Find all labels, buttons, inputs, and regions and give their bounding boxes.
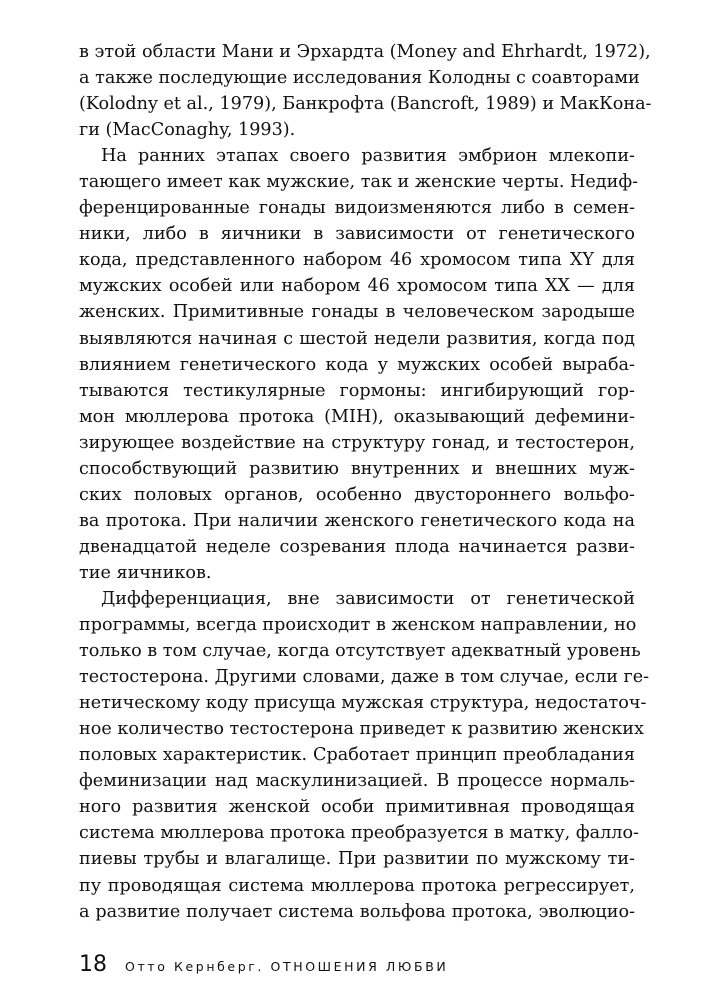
text-line: тающего имеет как мужские, так и женские черты. Недиф- <box>79 172 639 193</box>
text-line: ва протока. При наличии женского генетического кода на <box>79 510 635 531</box>
text-line: ного развития женской особи примитивная проводящая <box>79 797 635 818</box>
page-number: 18 <box>79 952 107 977</box>
running-head: Отто Кернберг. ОТНОШЕНИЯ ЛЮБВИ <box>125 959 449 974</box>
text-line: половых характеристик. Сработает принцип преобладания <box>79 745 635 766</box>
text-line: тываются тестикулярные гормоны: ингибирующий гор- <box>79 380 635 401</box>
text-line: мон мюллерова протока (MIH), оказывающий дефемини- <box>79 406 635 427</box>
text-line: ских половых органов, особенно двустороннего вольфо- <box>79 484 635 505</box>
text-line: система мюллерова протока преобразуется в матку, фалло- <box>79 823 640 844</box>
text-line: двенадцатой неделе созревания плода начинается разви- <box>79 536 635 557</box>
text-line: (Kolodny et al., 1979), Банкрофта (Bancroft, 1989) и МакКона- <box>79 94 652 115</box>
text-line: нетическому коду присуща мужская структура, недостаточ- <box>79 693 647 714</box>
text-line: На ранних этапах своего развития эмбрион млекопи- <box>101 146 635 167</box>
text-line: пу проводящая система мюллерова протока регрессирует, <box>79 875 635 896</box>
paragraph-2 <box>79 143 639 586</box>
text-line: а развитие получает система вольфова протока, эволюцио- <box>79 901 635 922</box>
text-line: женских. Примитивные гонады в человеческом зародыше <box>79 302 635 323</box>
text-line: кода, представленного набором 46 хромосом типа XY для <box>79 250 635 271</box>
body-text <box>79 39 652 925</box>
text-line: только в том случае, когда отсутствует адекватный уровень <box>79 641 641 662</box>
paragraph-1 <box>79 39 652 143</box>
paragraph-3 <box>79 586 650 925</box>
text-line: в этой области Мани и Эрхардта (Money and Ehrhardt, 1972), <box>79 42 651 62</box>
text-line: влиянием генетического кода у мужских особей выраба- <box>79 354 635 375</box>
text-line: программы, всегда происходит в женском направлении, но <box>79 615 637 636</box>
text-line: а также последующие исследования Колодны с соавторами <box>79 68 640 89</box>
text-line: Дифференциация, вне зависимости от генетической <box>101 588 635 609</box>
text-line: мужских особей или набором 46 хромосом типа XX — для <box>79 276 635 297</box>
page-footer <box>79 952 448 982</box>
text-line: способствующий развитию внутренних и внешних муж- <box>79 458 635 479</box>
text-line: зирующее воздействие на структуру гонад, и тестостерон, <box>79 432 635 453</box>
text-line: тестостерона. Другими словами, даже в том случае, если ге- <box>79 667 650 688</box>
text-line: ники, либо в яичники в зависимости от генетического <box>79 224 635 245</box>
text-line: ное количество тестостерона приведет к развитию женских <box>79 719 644 740</box>
text-line: выявляются начиная с шестой недели развития, когда под <box>79 328 635 349</box>
text-line: ги (MacConaghy, 1993). <box>79 120 296 141</box>
text-line: феминизации над маскулинизацией. В процессе нормаль- <box>79 771 635 792</box>
text-line: пиевы трубы и влагалище. При развитии по мужскому ти- <box>79 849 635 870</box>
text-line: ференцированные гонады видоизменяются либо в семен- <box>79 198 635 219</box>
text-line: тие яичников. <box>79 562 212 583</box>
